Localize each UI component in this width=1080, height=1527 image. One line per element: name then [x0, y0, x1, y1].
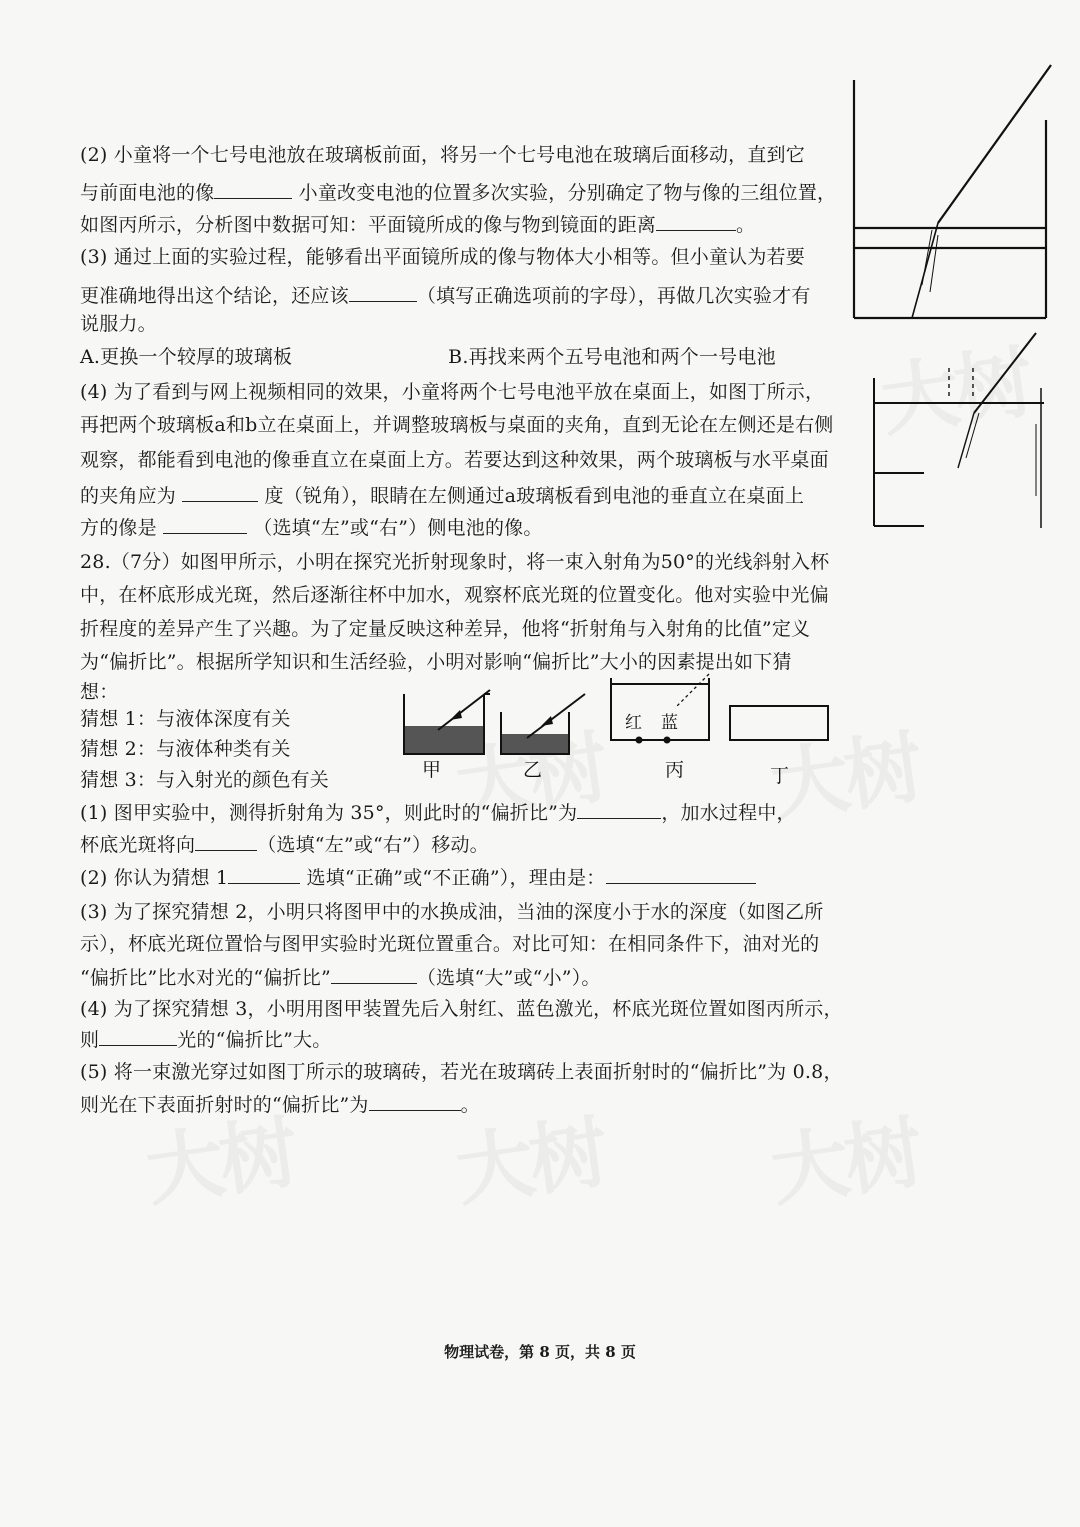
text-segment: 杯底光斑将向	[80, 834, 196, 856]
answer-blank[interactable]	[163, 515, 247, 534]
answer-blank[interactable]	[577, 800, 661, 819]
text-segment: 。	[460, 1094, 480, 1116]
text-segment: “偏折比”比水对光的“偏折比”	[80, 967, 331, 989]
text-segment: 。	[736, 214, 756, 236]
text-segment: 中，在杯底形成光斑，然后逐渐往杯中加水，观察杯底光斑的位置变化。他对实验中光偏	[80, 584, 829, 606]
text-segment: 观察，都能看到电池的像垂直立在桌面上方。若要达到这种效果，两个玻璃板与水平桌面	[80, 449, 829, 471]
watermark	[763, 1090, 925, 1222]
figure-jia-water-cup	[398, 688, 498, 783]
text-segment: 更准确地得出这个结论，还应该	[80, 285, 349, 307]
text-line	[80, 800, 796, 825]
text-segment: (1) 图甲实验中，测得折射角为 35°，则此时的“偏折比”为	[80, 802, 578, 824]
text-segment: 小童改变电池的位置多次实验，分别确定了物与像的三组位置，	[292, 182, 837, 204]
text-segment: 为“偏折比”。根据所学知识和生活经验，小明对影响“偏折比”大小的因素提出如下猜	[80, 651, 792, 673]
text-segment: 与前面电池的像	[80, 182, 215, 204]
answer-blank[interactable]	[99, 1027, 177, 1046]
text-line	[80, 768, 329, 792]
text-line	[80, 515, 543, 540]
text-line	[80, 448, 829, 472]
text-segment: (4) 为了探究猜想 3，小明用图甲装置先后入射红、蓝色激光，杯底光斑位置如图丙所示，	[80, 998, 843, 1020]
text-segment: 说服力。	[80, 313, 157, 335]
text-line	[80, 997, 843, 1021]
text-line	[80, 932, 819, 956]
text-segment: 的夹角应为	[80, 485, 183, 507]
text-segment: 方的像是	[80, 517, 164, 539]
text-segment: (3) 通过上面的实验过程，能够看出平面镜所成的像与物体大小相等。但小童认为若要	[80, 246, 805, 268]
figure-label-blue: 蓝	[661, 713, 678, 733]
text-line	[80, 180, 836, 205]
text-segment: 猜想 2：与液体种类有关	[80, 738, 291, 760]
figure-ding-glass-plates	[866, 328, 1046, 533]
text-segment: 想：	[80, 681, 119, 703]
text-line	[80, 550, 829, 574]
text-segment: 猜想 3：与入射光的颜色有关	[80, 769, 329, 791]
page-footer: 物理试卷，第 8 页，共 8 页	[444, 1343, 636, 1361]
text-segment: (2) 小童将一个七号电池放在玻璃板前面，将另一个七号电池在玻璃后面移动，直到它	[80, 144, 805, 166]
figure-bing-mirror-diagram	[846, 60, 1056, 325]
figure-label-ding: 丁	[770, 765, 790, 787]
answer-blank[interactable]	[228, 865, 300, 884]
answer-blank[interactable]	[656, 212, 736, 231]
text-segment: 选填“正确”或“不正确”），理由是：	[300, 867, 606, 889]
text-line	[80, 413, 834, 437]
text-segment: 则	[80, 1029, 100, 1051]
figure-label-red: 红	[625, 713, 642, 733]
answer-blank[interactable]	[214, 180, 292, 199]
figure-ding-glass-brick	[722, 700, 842, 790]
text-segment: A.更换一个较厚的玻璃板	[80, 346, 293, 368]
text-segment: 折程度的差异产生了兴趣。为了定量反映这种差异，他将“折射角与入射角的比值”定义	[80, 618, 811, 640]
text-segment: 光的“偏折比”大。	[177, 1029, 332, 1051]
text-line	[80, 1092, 480, 1117]
text-segment: 度（锐角），眼睛在左侧通过a玻璃板看到电池的垂直立在桌面上	[258, 485, 805, 507]
text-line	[80, 832, 489, 857]
text-line	[80, 312, 157, 336]
text-segment: 示），杯底光斑位置恰与图甲实验时光斑位置重合。对比可知：在相同条件下，油对光的	[80, 933, 820, 955]
text-segment: （选填“左”或“右”）侧电池的像。	[247, 517, 543, 539]
figure-yi-oil-cup	[495, 688, 595, 783]
text-segment: （选填“大”或“小”）。	[416, 967, 601, 989]
text-segment: (5) 将一束激光穿过如图丁所示的玻璃砖，若光在玻璃砖上表面折射时的“偏折比”为 0.8，	[80, 1061, 843, 1083]
text-segment: 则光在下表面折射时的“偏折比”为	[80, 1094, 369, 1116]
text-line	[80, 583, 829, 607]
text-line	[80, 483, 804, 508]
text-line	[80, 212, 755, 237]
text-line	[80, 650, 792, 674]
text-line	[80, 680, 118, 704]
answer-blank[interactable]	[182, 483, 258, 502]
text-segment: 猜想 1：与液体深度有关	[80, 708, 291, 730]
text-segment: 如图丙所示，分析图中数据可知：平面镜所成的像与物到镜面的距离	[80, 214, 657, 236]
text-line	[80, 380, 824, 404]
answer-blank[interactable]	[349, 283, 417, 302]
figure-label-jia: 甲	[422, 759, 442, 781]
text-line	[80, 143, 805, 167]
text-segment: ，加水过程中，	[661, 802, 796, 824]
text-segment: （选填“左”或“右”）移动。	[257, 834, 489, 856]
text-segment: (3) 为了探究猜想 2，小明只将图甲中的水换成油，当油的深度小于水的深度（如图乙所	[80, 901, 824, 923]
answer-blank[interactable]	[369, 1092, 461, 1111]
text-segment: （填写正确选项前的字母），再做几次实验才有	[416, 285, 811, 307]
text-segment: (2) 你认为猜想 1	[80, 867, 229, 889]
text-line	[80, 345, 776, 369]
figure-bing-laser-cup	[605, 672, 720, 787]
text-line	[80, 965, 601, 990]
answer-blank[interactable]	[331, 965, 417, 984]
text-line	[80, 283, 811, 308]
text-line	[80, 245, 805, 269]
text-segment: B.再找来两个五号电池和两个一号电池	[448, 346, 776, 368]
text-line	[80, 617, 810, 641]
text-segment: (4) 为了看到与网上视频相同的效果，小童将两个七号电池平放在桌面上，如图丁所示，	[80, 381, 825, 403]
text-segment: 28.（7分）如图甲所示，小明在探究光折射现象时，将一束入射角为50°的光线斜射入杯	[80, 551, 830, 573]
answer-blank[interactable]	[606, 865, 756, 884]
figure-label-yi: 乙	[523, 759, 543, 781]
text-line	[80, 865, 756, 890]
text-line	[80, 1027, 331, 1052]
figure-label-bing: 丙	[665, 759, 685, 781]
text-line	[80, 900, 823, 924]
text-line	[80, 1060, 843, 1084]
answer-blank[interactable]	[195, 832, 257, 851]
text-line	[80, 707, 291, 731]
text-segment: 再把两个玻璃板a和b立在桌面上，并调整玻璃板与桌面的夹角，直到无论在左侧还是右侧	[80, 414, 834, 436]
text-line	[80, 737, 291, 761]
